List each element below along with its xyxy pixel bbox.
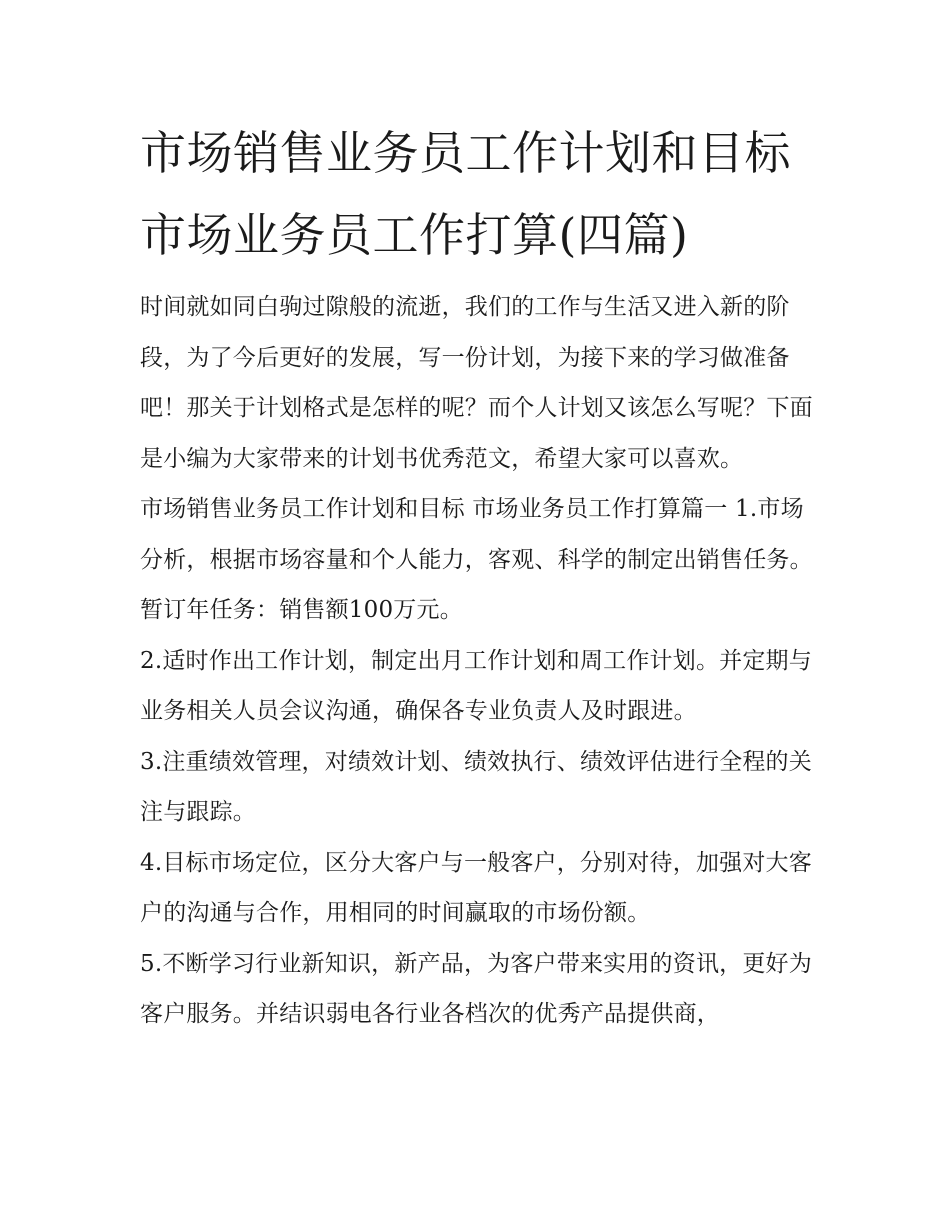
paragraph-item-3: 3.注重绩效管理，对绩效计划、绩效执行、绩效评估进行全程的关注与跟踪。	[140, 748, 812, 825]
paragraph-intro: 时间就如同白驹过隙般的流逝，我们的工作与生活又进入新的阶段，为了今后更好的发展，写一份计划，为接下来的学习做准备吧！那关于计划格式是怎样的呢？而个人计划又该怎么写呢？下面是小编为大家带来的计划书优秀范文，希望大家可以喜欢。	[140, 294, 813, 472]
paragraph-item-4: 4.目标市场定位，区分大客户与一般客户，分别对待，加强对大客户的沟通与合作，用相同的时间赢取的市场份额。	[140, 849, 812, 926]
paragraph-item-2: 2.适时作出工作计划，制定出月工作计划和周工作计划。并定期与业务相关人员会议沟通，确保各专业负责人及时跟进。	[140, 647, 812, 724]
document-body	[140, 282, 815, 1040]
paragraph-item-5: 5.不断学习行业新知识，新产品，为客户带来实用的资讯，更好为客户服务。并结识弱电各行业各档次的优秀产品提供商，	[140, 950, 812, 1027]
paragraph-item-1: 市场销售业务员工作计划和目标 市场业务员工作打算篇一 1.市场分析，根据市场容量和个人能力，客观、科学的制定出销售任务。暂订年任务：销售额100万元。	[140, 496, 813, 623]
document-title: 市场销售业务员工作计划和目标 市场业务员工作打算(四篇)	[140, 126, 791, 262]
